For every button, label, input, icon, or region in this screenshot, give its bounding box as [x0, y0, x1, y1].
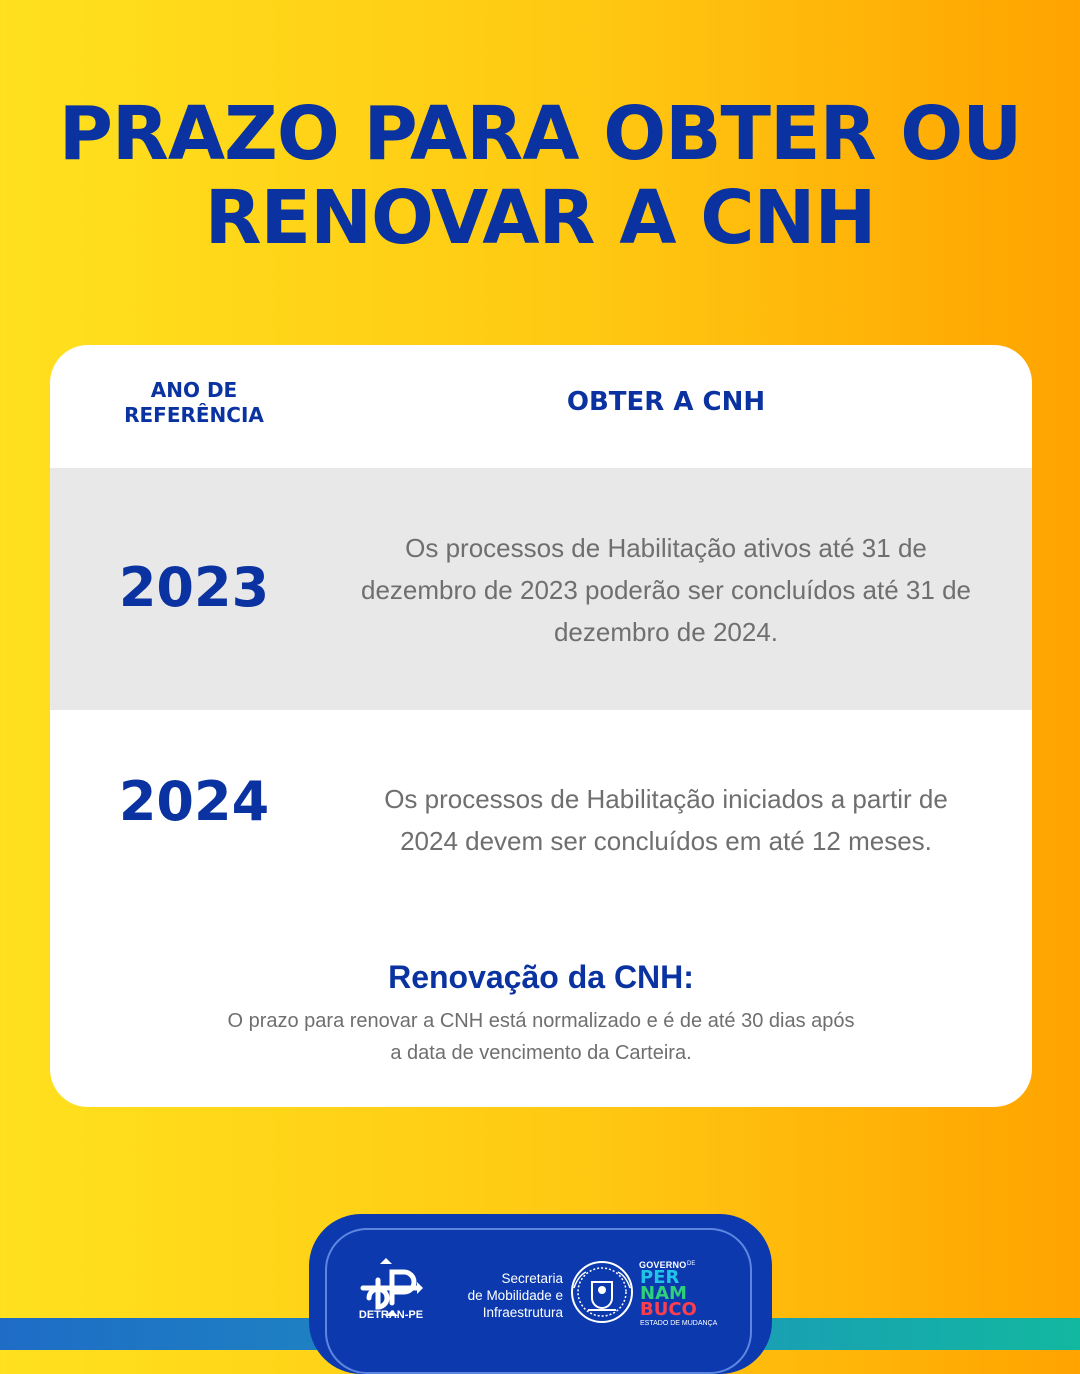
reference-year: 2024 [118, 770, 270, 833]
table-row [50, 710, 1032, 940]
secretaria-label [439, 1270, 563, 1321]
pernambuco-line-3: BUCO [640, 1299, 697, 1320]
page-title-line-2: RENOVAR A CNH [204, 175, 876, 261]
column-header-year [105, 378, 283, 428]
column-header-year-line-2: REFERÊNCIA [124, 403, 264, 427]
gov-de: DE [687, 1261, 696, 1267]
deadline-card [50, 345, 1032, 1107]
table-header [50, 345, 1032, 468]
table-row [50, 468, 1032, 710]
column-header-year-line-1: ANO DE [150, 378, 238, 402]
state-seal-icon [568, 1258, 636, 1326]
pernambuco-line-2: NAM [640, 1283, 687, 1304]
secretaria-line: Infraestrutura [482, 1305, 563, 1320]
detran-label: DETRAN-PE [358, 1309, 424, 1321]
secretaria-line: Secretaria [501, 1271, 563, 1286]
gov-word: GOVERNO [639, 1260, 687, 1270]
reference-year: 2023 [118, 556, 270, 619]
pernambuco-line-1: PER [640, 1267, 680, 1288]
footer-logos [309, 1214, 772, 1374]
row-description: Os processos de Habilitação ativos até 31 de dezembro de 2023 poderão ser concluídos até 31 de dezembro de 2024. [361, 533, 971, 647]
page-title [0, 92, 1080, 260]
secretaria-line: de Mobilidade e [467, 1288, 563, 1303]
renewal-text: O prazo para renovar a CNH está normalizado e é de até 30 dias após a data de vencimento da Carteira. [227, 1010, 855, 1064]
gov-slogan: ESTADO DE MUDANÇA [640, 1320, 718, 1327]
page-title-line-1: PRAZO PARA OBTER OU [58, 91, 1022, 177]
row-description: Os processos de Habilitação iniciados a partir de 2024 devem ser concluídos em até 12 meses. [384, 784, 948, 856]
column-header-obter: OBTER A CNH [566, 387, 766, 417]
renewal-title: Renovação da CNH: [388, 959, 694, 995]
